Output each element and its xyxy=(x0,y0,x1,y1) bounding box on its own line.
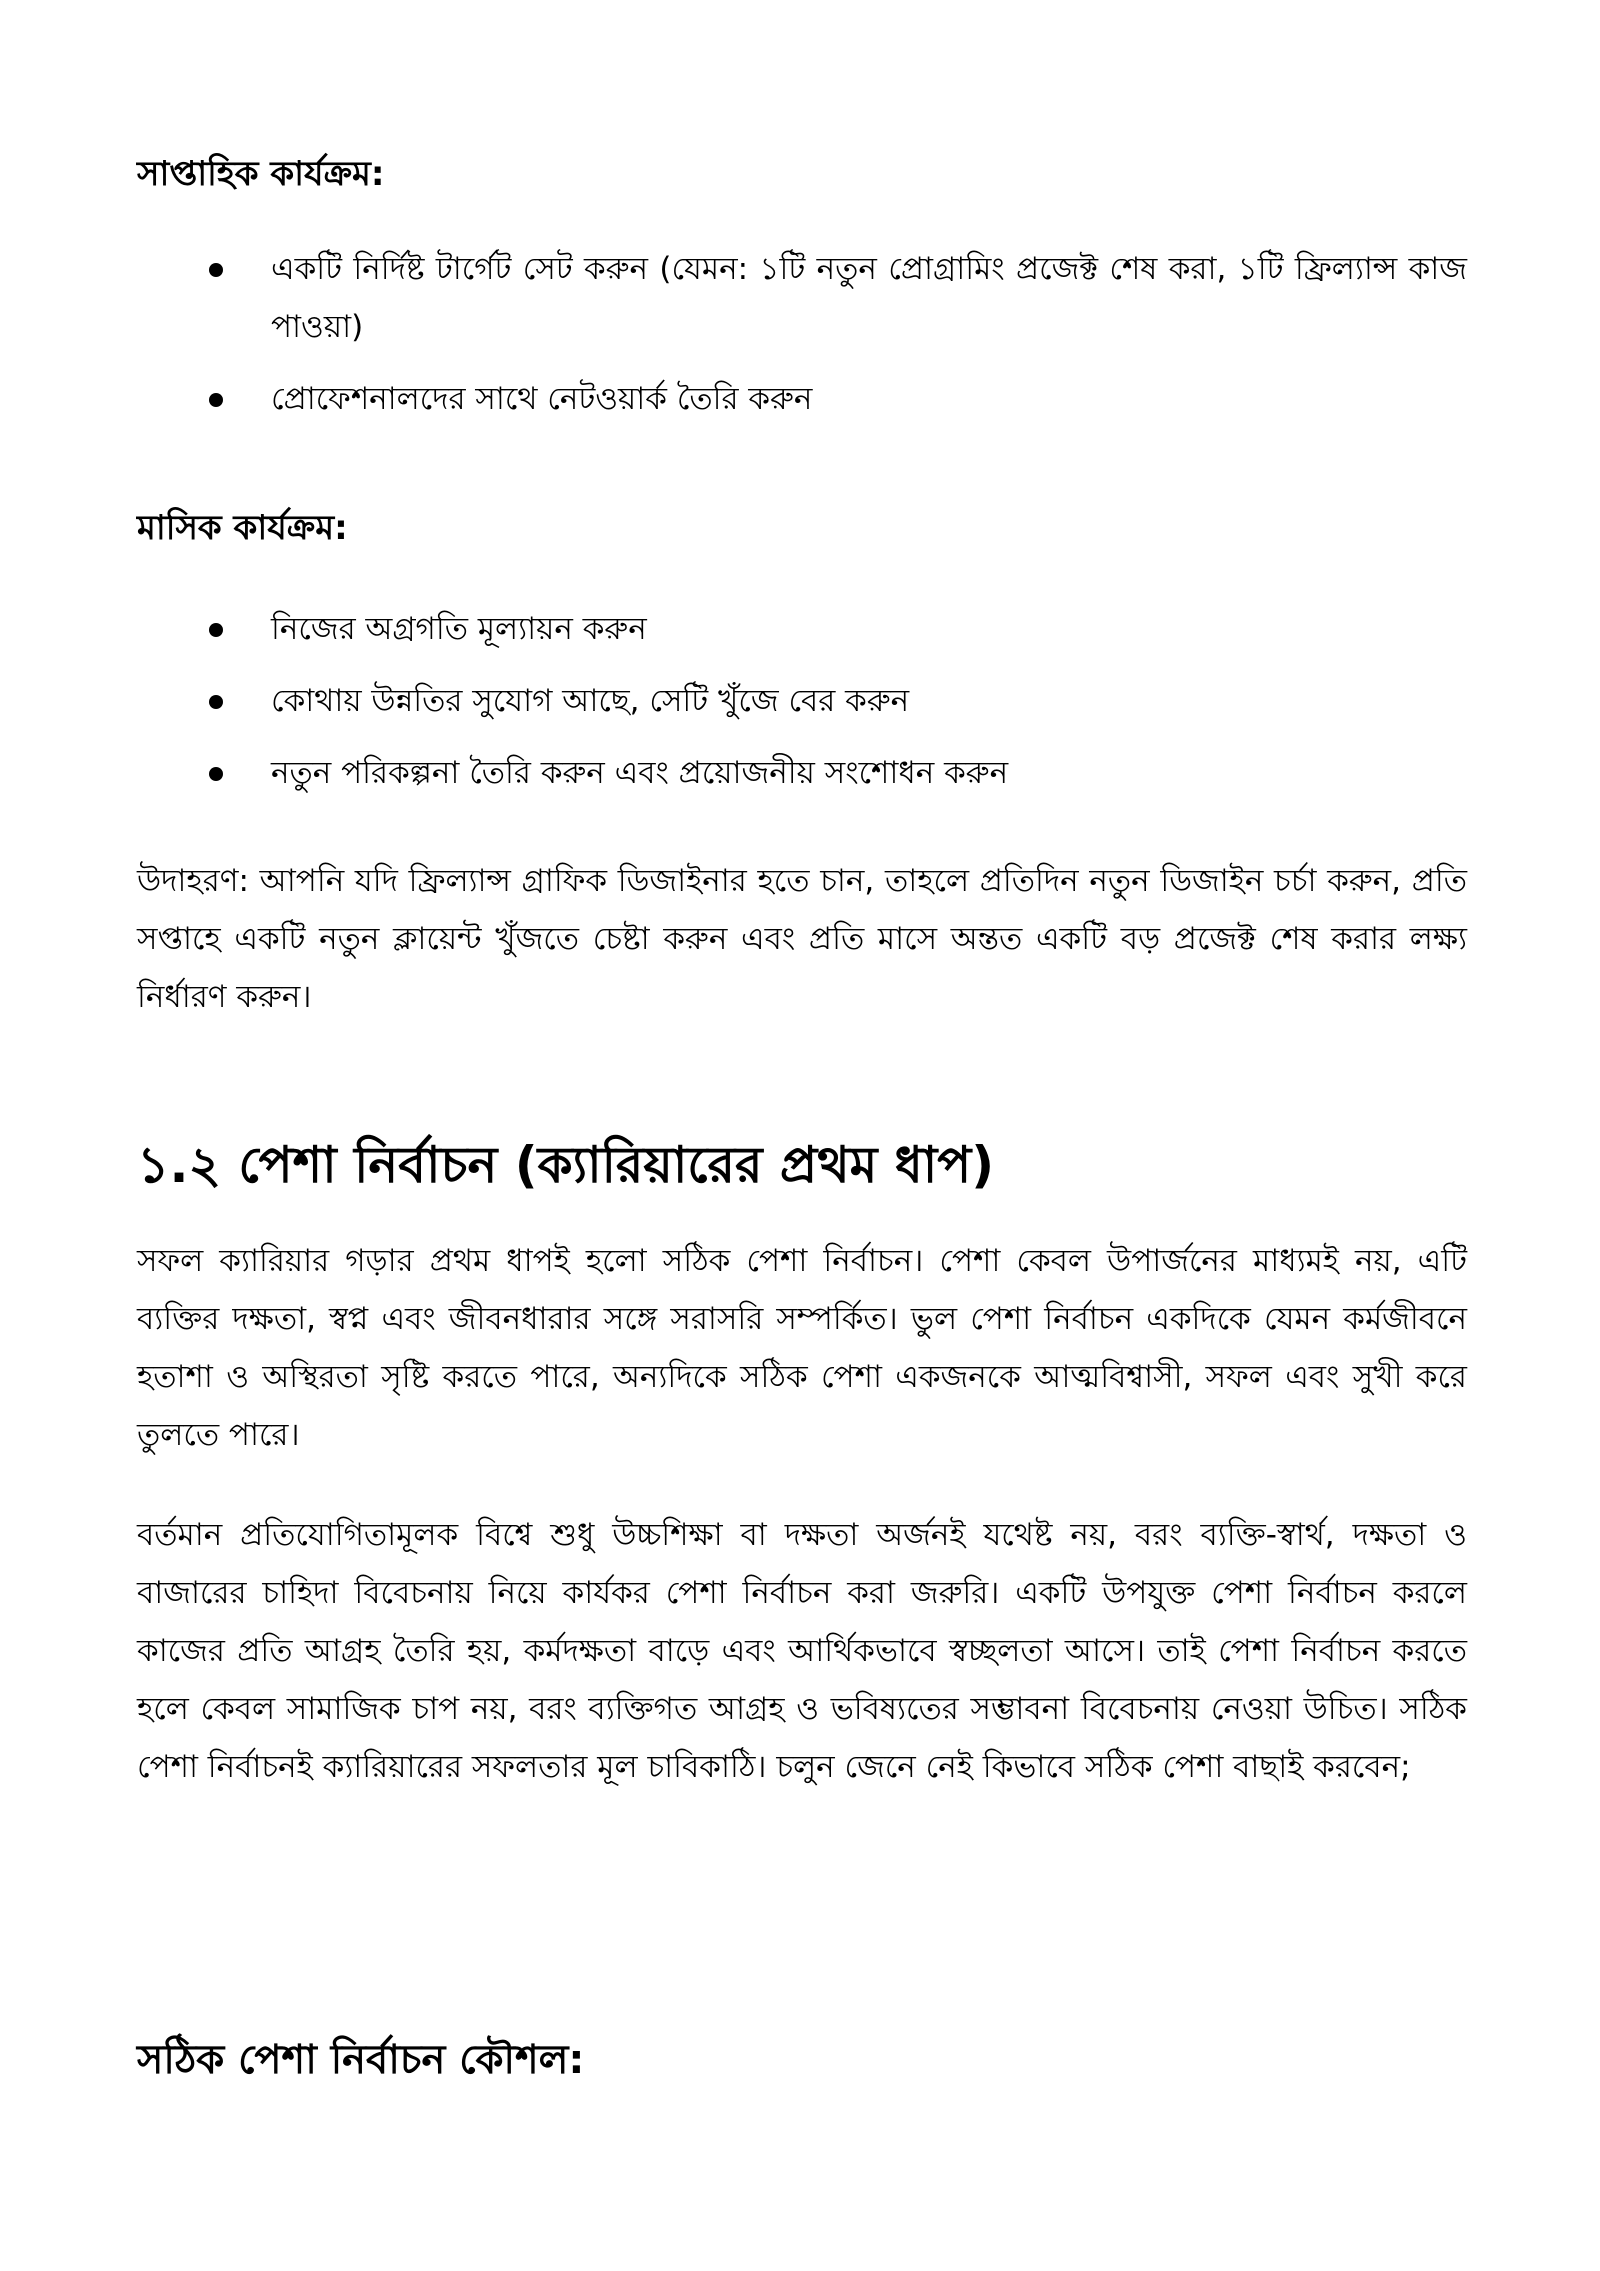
weekly-list xyxy=(137,240,1467,428)
bullet-icon xyxy=(209,393,223,407)
list-item-text: কোথায় উন্নতির সুযোগ আছে, সেটি খুঁজে বের করুন xyxy=(271,683,910,719)
list-item xyxy=(137,600,1467,658)
list-item xyxy=(137,370,1467,428)
bullet-icon xyxy=(209,623,223,637)
list-item-text: একটি নির্দিষ্ট টার্গেট সেট করুন (যেমন: ১টি নতুন প্রোগ্রামিং প্রজেক্ট শেষ করা, ১টি ফ্রিল্যান্স কাজ পাওয়া) xyxy=(271,251,1467,345)
bullet-icon xyxy=(209,263,223,277)
weekly-heading: সাপ্তাহিক কার্যক্রম: xyxy=(137,154,385,194)
list-item-text: নতুন পরিকল্পনা তৈরি করুন এবং প্রয়োজনীয় সংশোধন করুন xyxy=(271,755,1009,791)
strategy-heading: সঠিক পেশা নির্বাচন কৌশল: xyxy=(137,2037,585,2083)
bullet-icon xyxy=(209,767,223,781)
section-paragraph-2: বর্তমান প্রতিযোগিতামূলক বিশ্বে শুধু উচ্চশিক্ষা বা দক্ষতা অর্জনই যথেষ্ট নয়, বরং ব্যক্তি-স্বার্থ, দক্ষতা ও বাজারের চাহিদা বিবেচনায় নিয়ে কার্যকর পেশা নির্বাচন করা জরুরি। একটি উপযুক্ত পেশা নির্বাচন করলে কাজের প্রতি আগ্রহ তৈরি হয়, কর্মদক্ষতা বাড়ে এবং আর্থিকভাবে স্বচ্ছলতা আসে। তাই পেশা নির্বাচন করতে হলে কেবল সামাজিক চাপ নয়, বরং ব্যক্তিগত আগ্রহ ও ভবিষ্যতের সম্ভাবনা বিবেচনায় নেওয়া উচিত। সঠিক পেশা নির্বাচনই ক্যারিয়ারের সফলতার মূল চাবিকাঠি। চলুন জেনে নেই কিভাবে সঠিক পেশা বাছাই করবেন; xyxy=(137,1517,1467,1785)
example-paragraph: উদাহরণ: আপনি যদি ফ্রিল্যান্স গ্রাফিক ডিজাইনার হতে চান, তাহলে প্রতিদিন নতুন ডিজাইন চর্চা করুন, প্রতি সপ্তাহে একটি নতুন ক্লায়েন্ট খুঁজতে চেষ্টা করুন এবং প্রতি মাসে অন্তত একটি বড় প্রজেক্ট শেষ করার লক্ষ্য নির্ধারণ করুন। xyxy=(137,863,1467,1015)
section-title: ১.২ পেশা নির্বাচন (ক্যারিয়ারের প্রথম ধাপ) xyxy=(137,1136,995,1194)
monthly-heading: মাসিক কার্যক্রম: xyxy=(137,508,348,548)
list-item xyxy=(137,672,1467,730)
list-item-text: প্রোফেশনালদের সাথে নেটওয়ার্ক তৈরি করুন xyxy=(271,381,813,417)
monthly-list xyxy=(137,600,1467,802)
section-paragraph-1: সফল ক্যারিয়ার গড়ার প্রথম ধাপই হলো সঠিক পেশা নির্বাচন। পেশা কেবল উপার্জনের মাধ্যমই নয়, এটি ব্যক্তির দক্ষতা, স্বপ্ন এবং জীবনধারার সঙ্গে সরাসরি সম্পর্কিত। ভুল পেশা নির্বাচন একদিকে যেমন কর্মজীবনে হতাশা ও অস্থিরতা সৃষ্টি করতে পারে, অন্যদিকে সঠিক পেশা একজনকে আত্মবিশ্বাসী, সফল এবং সুখী করে তুলতে পারে। xyxy=(137,1243,1467,1453)
list-item-text: নিজের অগ্রগতি মূল্যায়ন করুন xyxy=(271,611,647,647)
list-item xyxy=(137,744,1467,802)
bullet-icon xyxy=(209,695,223,709)
list-item xyxy=(137,240,1467,356)
